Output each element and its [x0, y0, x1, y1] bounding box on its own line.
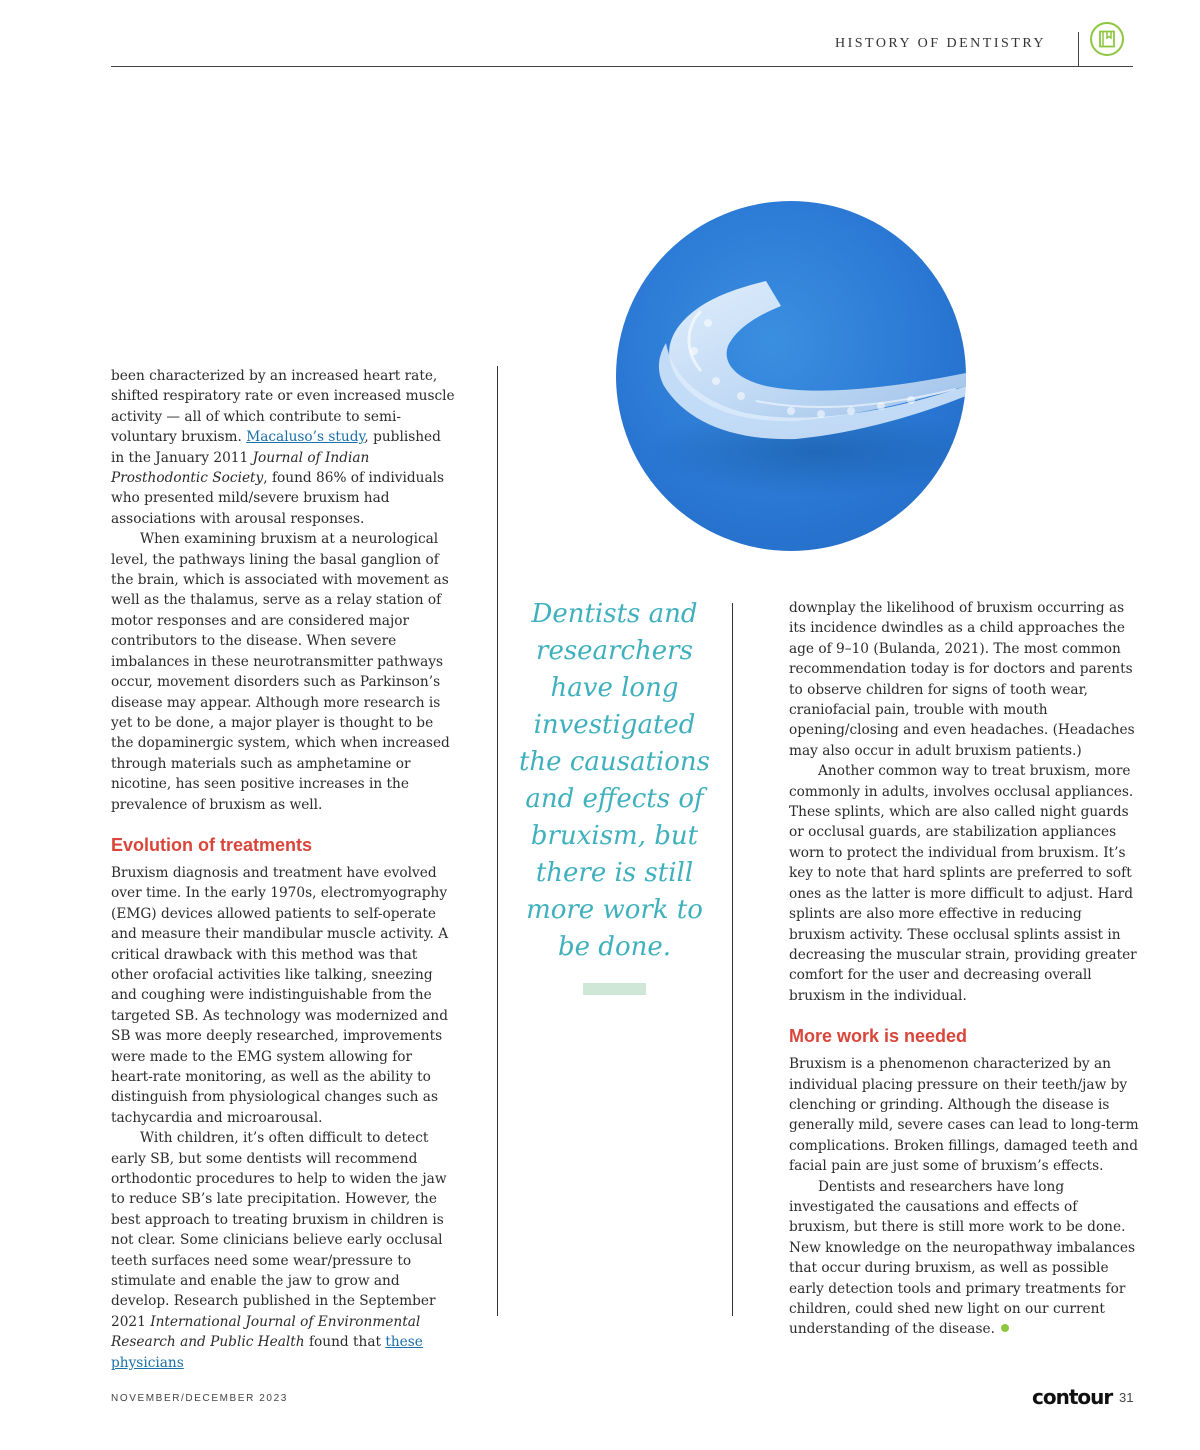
paragraph: [111, 1128, 456, 1373]
section-heading-more-work: More work is needed: [789, 1026, 968, 1047]
paragraph-text: With children, it’s often difficult to detect early SB, but some dentists will recommend orthodontic procedures to help to widen the jaw to reduce SB’s late precipitation. However, the best approach to treating bruxism in children is not clear. Some clinicians believe early occlusal teeth surfaces need some wear/pressure to stimulate and enable the jaw to grow and develop. Research published in the September 2021: [111, 1130, 447, 1330]
paragraph-text: found that: [304, 1334, 386, 1351]
paragraph-text: , found 86% of individuals who presented mild/severe bruxism had associations with arousal responses.: [111, 470, 445, 527]
header-rule: [111, 66, 1133, 67]
occlusal-splint-image: [616, 201, 966, 551]
journal-title: Journal of Indian Prosthodontic Society: [111, 449, 370, 487]
these-physicians-link[interactable]: these physicians: [111, 1334, 423, 1371]
macaluso-study-link[interactable]: Macaluso’s study: [246, 429, 365, 446]
journal-title: International Journal of Environmental Research and Public Health: [111, 1313, 421, 1351]
issue-date: NOVEMBER/DECEMBER 2023: [111, 1393, 288, 1404]
paragraph: [111, 366, 456, 529]
page-number: 31: [1119, 1390, 1134, 1405]
section-title: HISTORY OF DENTISTRY: [834, 36, 1046, 51]
paragraph: When examining bruxism at a neurological level, the pathways lining the basal ganglion of the brain, which is associated with movement as well as the thalamus, serve as a relay station of motor responses and are considered major contributors to the disease. When severe imbalances in these neurotransmitter pathways occur, movement disorders such as Parkinson’s disease may appear. Although more research is yet to be done, a major player is thought to be the dopaminergic system, which when increased through materials such as amphetamine or nicotine, has seen positive increases in the prevalence of bruxism as well.: [111, 531, 450, 813]
column-divider: [732, 603, 733, 1316]
column-divider: [497, 366, 498, 1316]
paragraph: [789, 1177, 1139, 1340]
pull-quote: Dentists and researchers have long investigated the causations and effects of bruxism, but there is still more work to be done.: [518, 599, 710, 962]
pull-quote-bar: [583, 983, 646, 995]
contour-logo: contour: [1032, 1385, 1113, 1409]
paragraph-text: , published in the January 2011: [111, 429, 441, 466]
paragraph: Bruxism is a phenomenon characterized by an individual placing pressure on their teeth/jaw by clenching or grinding. Although the disease is generally mild, severe cases can lead to long-term complications. Broken fillings, damaged teeth and facial pain are just some of bruxism’s effects.: [789, 1056, 1139, 1175]
section-heading-evolution: Evolution of treatments: [111, 834, 313, 855]
header-divider: [1078, 32, 1079, 67]
paragraph-text: Dentists and researchers have long investigated the causations and effects of bruxism, but there is still more work to be done. New knowledge on the neuropathway imbalances that occur during bruxism, as well as possible early detection tools and primary treatments for children, could shed new light on our current understanding of the disease.: [789, 1178, 1135, 1338]
paragraph-text: been characterized by an increased heart rate, shifted respiratory rate or even increased muscle activity — all of which contribute to semi-voluntary bruxism.: [111, 368, 455, 446]
paragraph: Another common way to treat bruxism, more commonly in adults, involves occlusal appliances. These splints, which are also called night guards or occlusal guards, are stabilization appliances worn to protect the individual from bruxism. It’s key to note that hard splints are preferred to soft ones as the latter is more difficult to adjust. Hard splints are also more effective in reducing bruxism activity. These occlusal splints assist in decreasing the muscular strain, providing greater comfort for the user and decreasing overall bruxism in the individual.: [789, 763, 1137, 1004]
end-mark-icon: [1001, 1324, 1009, 1332]
splint-photo: [616, 201, 966, 551]
paragraph: Bruxism diagnosis and treatment have evolved over time. In the early 1970s, electromyography (EMG) devices allowed patients to self-operate and measure their mandibular muscle activity. A critical drawback with this method was that other orofacial activities like talking, sneezing and coughing were indistinguishable from the targeted SB. As technology was modernized and SB was more deeply researched, improvements were made to the EMG system allowing for heart-rate monitoring, as well as the ability to distinguish from physiological changes such as tachycardia and microarousal.: [111, 864, 449, 1126]
book-icon: [1090, 22, 1124, 56]
right-column: [789, 598, 1139, 1340]
paragraph: downplay the likelihood of bruxism occurring as its incidence dwindles as a child approaches the age of 9–10 (Bulanda, 2021). The most common recommendation today is for doctors and parents to observe children for signs of tooth wear, craniofacial pain, trouble with mouth opening/closing and even headaches. (Headaches may also occur in adult bruxism patients.): [789, 600, 1135, 759]
left-column: [111, 366, 456, 1373]
